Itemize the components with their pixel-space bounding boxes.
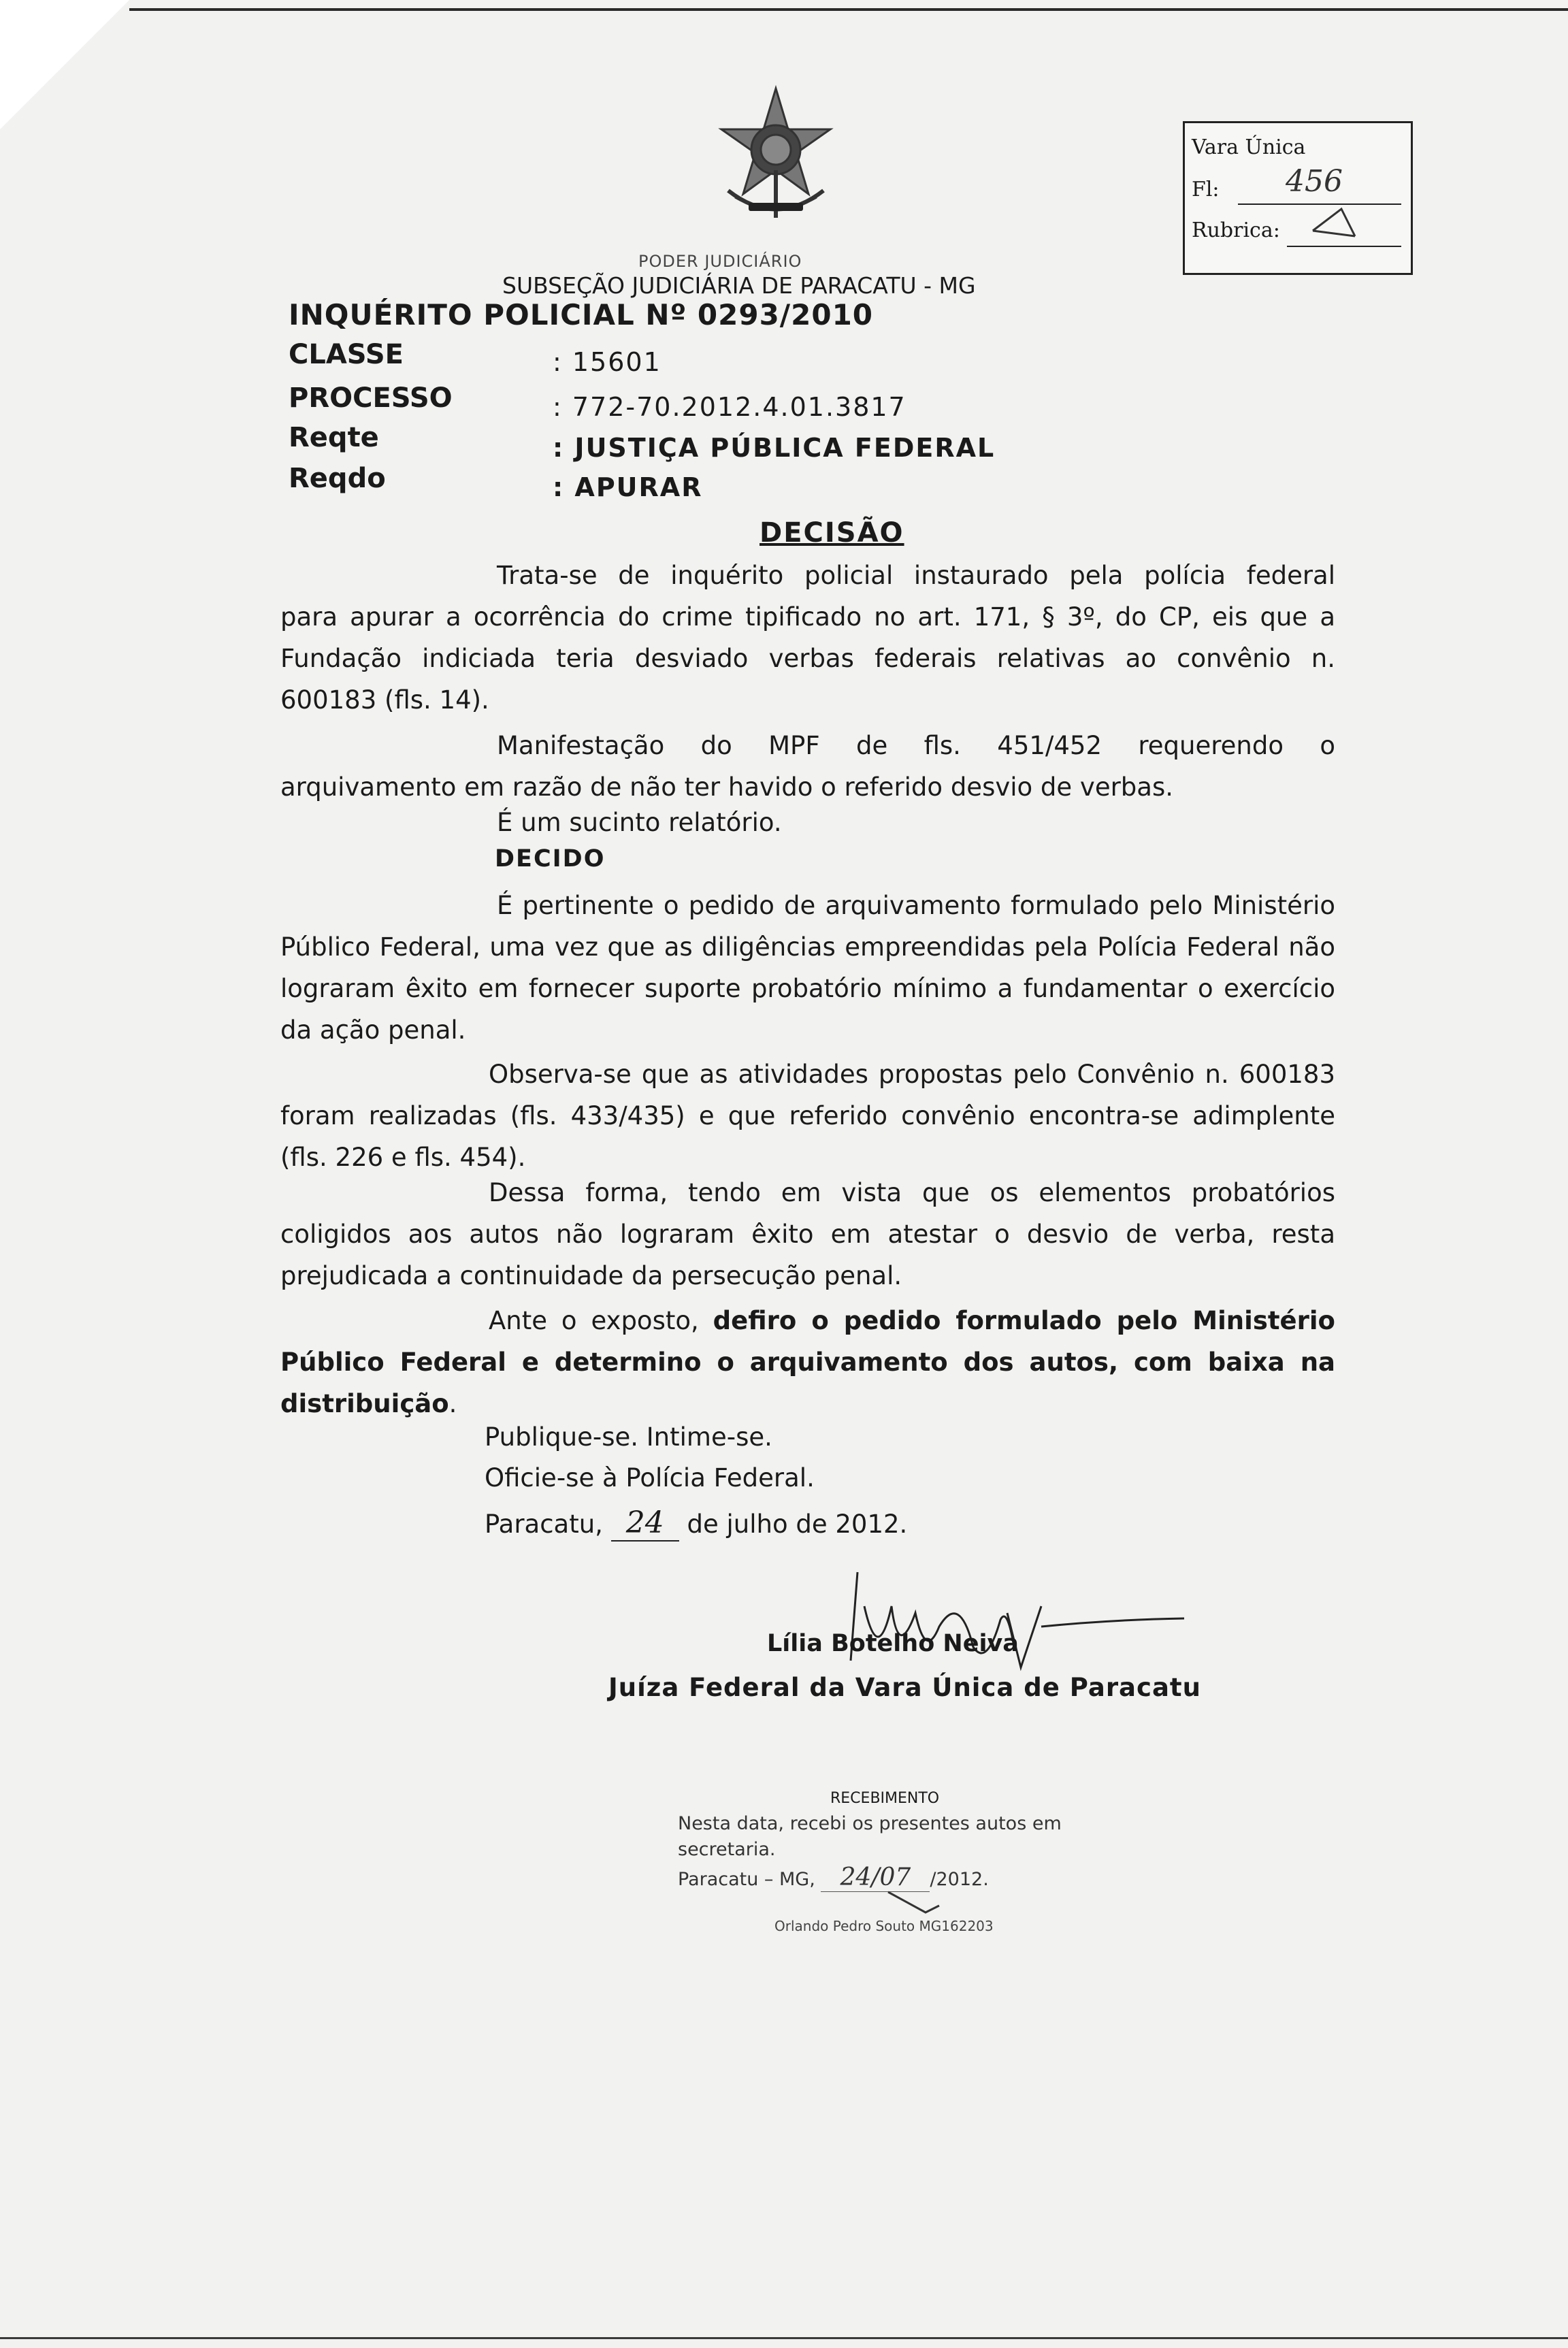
text-line: arquivamento em razão de não ter havido o referido desvio de verbas. — [280, 772, 1174, 802]
receipt-date-handwritten: 24/07 — [821, 1863, 930, 1892]
text-line — [280, 1300, 1335, 1341]
text-line: lograram êxito em fornecer suporte probatório mínimo a fundamentar o exercício — [280, 974, 1335, 1003]
field-label-classe: CLASSE — [289, 339, 404, 370]
stamp-fl-handwritten: 456 — [1286, 164, 1343, 199]
text-line: para apurar a ocorrência do crime tipificado no art. 171, § 3º, do CP, eis que a — [280, 602, 1335, 632]
subsection-name: SUBSEÇÃO JUDICIÁRIA DE PARACATU - MG — [502, 272, 976, 299]
paragraph-conclusion — [280, 1172, 1335, 1297]
paragraph-grounds — [280, 885, 1335, 1051]
folio-stamp — [1183, 121, 1413, 275]
text-line: prejudicada a continuidade da persecução penal. — [280, 1261, 902, 1290]
text-line: da ação penal. — [280, 1015, 466, 1045]
clerk-name: Orlando Pedro Souto MG162203 — [774, 1918, 994, 1934]
stamp-rubrica-line — [1287, 246, 1401, 247]
text-line: foram realizadas (fls. 433/435) e que referido convênio encontra-se adimplente — [280, 1101, 1335, 1130]
text-line — [280, 1383, 1335, 1424]
text-line: É um sucinto relatório. — [497, 808, 782, 837]
rubrica-initial-icon — [1307, 203, 1362, 242]
field-value-reqdo: : APURAR — [553, 472, 703, 502]
text-run-bold: distribuição — [280, 1389, 449, 1418]
signatory-name: Lília Botelho Neiva — [767, 1630, 1019, 1657]
field-label-reqte: Reqte — [289, 422, 379, 453]
receipt-line: Nesta data, recebi os presentes autos em — [678, 1813, 1062, 1834]
text-line: É pertinente o pedido de arquivamento formulado pelo Ministério — [497, 891, 1335, 920]
text-line: Dessa forma, tendo em vista que os elementos probatórios — [489, 1178, 1335, 1207]
stamp-rubrica-label: Rubrica: — [1192, 218, 1280, 242]
field-label-reqdo: Reqdo — [289, 463, 386, 494]
date-prefix: Paracatu, — [485, 1510, 611, 1539]
clerk-initial-icon — [885, 1885, 946, 1919]
date-suffix: de julho de 2012. — [679, 1510, 908, 1539]
paragraph-dispositive — [280, 1300, 1335, 1424]
receipt-date-suffix: /2012. — [930, 1869, 989, 1890]
page-bottom-edge — [0, 2337, 1568, 2339]
folded-corner — [0, 0, 129, 129]
text-line: (fls. 226 e fls. 454). — [280, 1143, 526, 1172]
text-line: 600183 (fls. 14). — [280, 685, 489, 715]
decido-heading: DECIDO — [495, 845, 606, 873]
publish-order: Publique-se. Intime-se. — [485, 1422, 772, 1452]
paragraph-summary — [497, 802, 782, 843]
signatory-title: Juíza Federal da Vara Única de Paracatu — [608, 1673, 1201, 1702]
date-day-handwritten: 24 — [611, 1505, 679, 1542]
page-top-edge — [129, 8, 1568, 11]
field-value-processo: : 772-70.2012.4.01.3817 — [553, 392, 906, 422]
text-line: Público Federal e determino o arquivamento dos autos, com baixa na — [280, 1348, 1335, 1377]
receipt-line: secretaria. — [678, 1839, 776, 1860]
paragraph-convenio — [280, 1054, 1335, 1178]
receipt-title: RECEBIMENTO — [830, 1790, 940, 1807]
text-line: Público Federal, uma vez que as diligências empreendidas pela Polícia Federal não — [280, 932, 1335, 962]
text-line: Trata-se de inquérito policial instaurado pela polícia federal — [497, 561, 1335, 590]
text-line: Fundação indiciada teria desviado verbas federais relativas ao convênio n. — [280, 644, 1335, 673]
court-name: PODER JUDICIÁRIO — [638, 252, 802, 271]
text-line: Manifestação do MPF de fls. 451/452 requerendo o — [497, 731, 1335, 760]
stamp-vara: Vara Única — [1192, 135, 1306, 159]
text-run: Ante o exposto, — [489, 1306, 713, 1335]
paragraph-mpf — [280, 725, 1335, 808]
decision-title: DECISÃO — [760, 517, 904, 549]
paragraph-report — [280, 555, 1335, 721]
document-title: INQUÉRITO POLICIAL Nº 0293/2010 — [289, 298, 874, 331]
field-value-classe: : 15601 — [553, 347, 662, 377]
field-label-processo: PROCESSO — [289, 382, 453, 414]
closing-date — [485, 1505, 907, 1542]
signature-scribble-icon — [803, 1565, 1198, 1674]
text-line: coligidos aos autos não lograram êxito em atestar o desvio de verba, resta — [280, 1220, 1335, 1249]
text-line: Observa-se que as atividades propostas pelo Convênio n. 600183 — [489, 1060, 1335, 1089]
stamp-fl-label: Fl: — [1192, 178, 1220, 201]
field-value-reqte: : JUSTIÇA PÚBLICA FEDERAL — [553, 433, 996, 463]
receipt-date-prefix: Paracatu – MG, — [678, 1869, 821, 1890]
text-run: . — [448, 1389, 457, 1418]
text-run-bold: defiro o pedido formulado pelo Ministério — [713, 1306, 1335, 1335]
oficie-order: Oficie-se à Polícia Federal. — [485, 1463, 815, 1493]
coat-of-arms-icon — [701, 82, 851, 231]
